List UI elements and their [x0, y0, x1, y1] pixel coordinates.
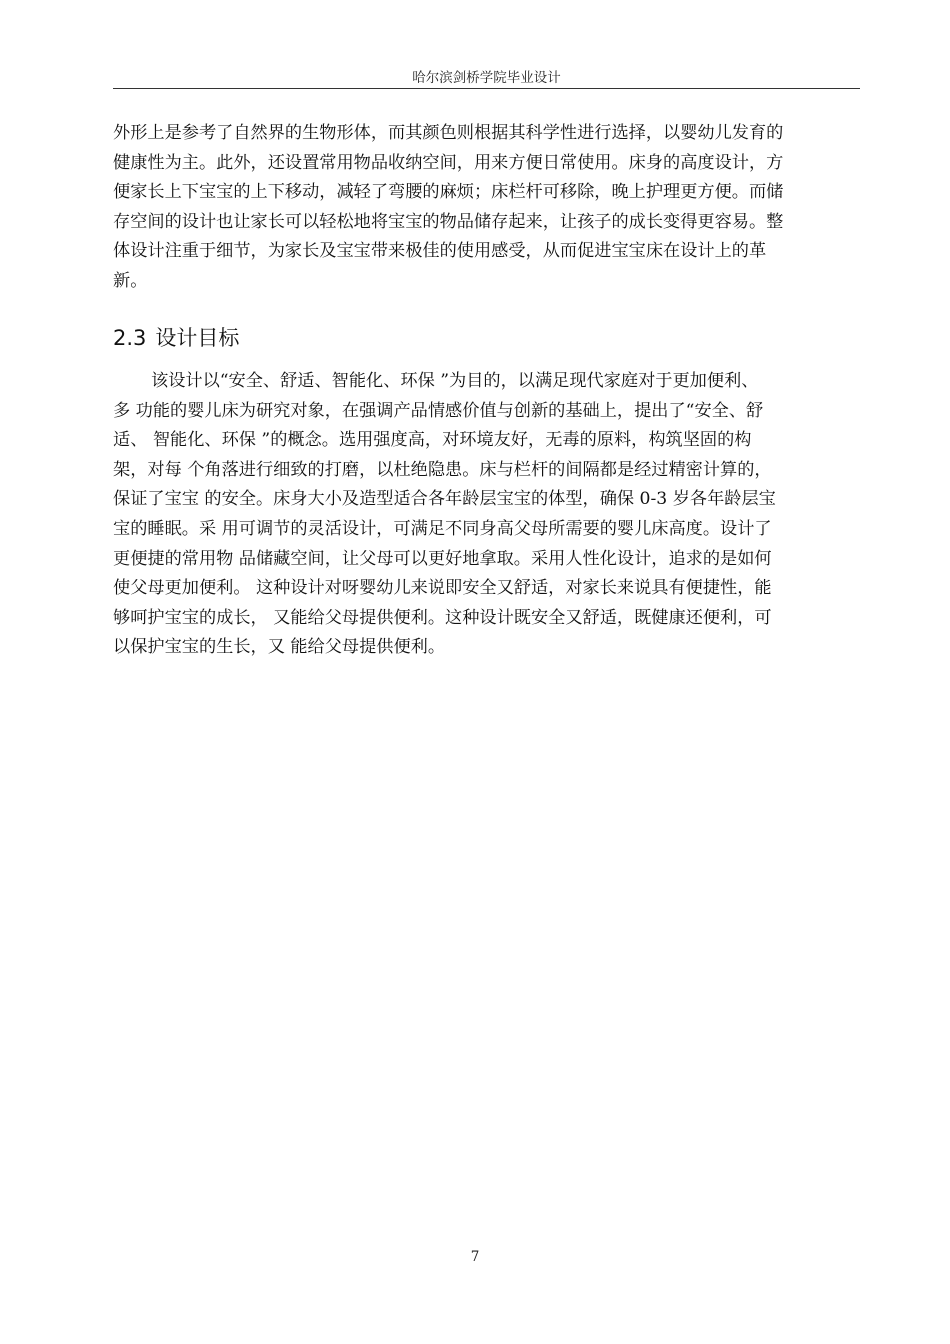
text-line: 够呵护宝宝的成长， 又能给父母提供便利。这种设计既安全又舒适，既健康还便利，可 — [113, 607, 772, 628]
text-line: 新。 — [113, 270, 148, 291]
text-line: 外形上是参考了自然界的生物形体，而其颜色则根据其科学性进行选择，以婴幼儿发育的 — [113, 123, 784, 143]
text-line: 适、 智能化、环保 ”的概念。选用强度高，对环境友好，无毒的原料，构筑坚固的构 — [113, 430, 752, 451]
text-line: 宝的睡眠。采 用可调节的灵活设计，可满足不同身高父母所需要的婴儿床高度。设计了 — [113, 518, 772, 539]
text-line: 多 功能的婴儿床为研究对象，在强调产品情感价值与创新的基础上，提出了“安全、舒 — [113, 400, 764, 421]
body-paragraph-1 — [113, 119, 863, 297]
body-paragraph-2 — [113, 367, 863, 663]
text-line: 使父母更加便利。 这种设计对呀婴幼儿来说即安全又舒适，对家长来说具有便捷性，能 — [113, 578, 772, 599]
text-line: 便家长上下宝宝的上下移动，减轻了弯腰的麻烦；床栏杆可移除，晚上护理更方便。而储 — [113, 182, 784, 203]
text-line: 以保护宝宝的生长，又 能给父母提供便利。 — [113, 637, 446, 658]
text-line: 健康性为主。此外，还设置常用物品收纳空间，用来方便日常使用。床身的高度设计，方 — [113, 152, 784, 173]
page-header: 哈尔滨剑桥学院毕业设计 — [412, 70, 561, 86]
section-number: 2.3 — [113, 326, 147, 350]
page-number: 7 — [470, 1249, 480, 1265]
text-line: 保证了宝宝 的安全。床身大小及造型适合各年龄层宝宝的体型，确保 0-3 岁各年龄层宝 — [113, 489, 776, 510]
text-line: 架，对每 个角落进行细致的打磨，以杜绝隐患。床与栏杆的间隔都是经过精密计算的， — [113, 459, 772, 480]
text-line: 更便捷的常用物 品储藏空间，让父母可以更好地拿取。采用人性化设计，追求的是如何 — [113, 548, 772, 569]
section-heading — [113, 322, 239, 352]
section-title: 设计目标 — [155, 326, 240, 350]
text-line: 存空间的设计也让家长可以轻松地将宝宝的物品储存起来，让孩子的成长变得更容易。整 — [113, 211, 784, 232]
header-divider — [113, 88, 860, 89]
text-line: 体设计注重于细节，为家长及宝宝带来极佳的使用感受，从而促进宝宝床在设计上的革 — [113, 241, 767, 262]
text-line: 该设计以“安全、舒适、智能化、环保 ”为目的，以满足现代家庭对于更加便利、 — [151, 371, 759, 391]
